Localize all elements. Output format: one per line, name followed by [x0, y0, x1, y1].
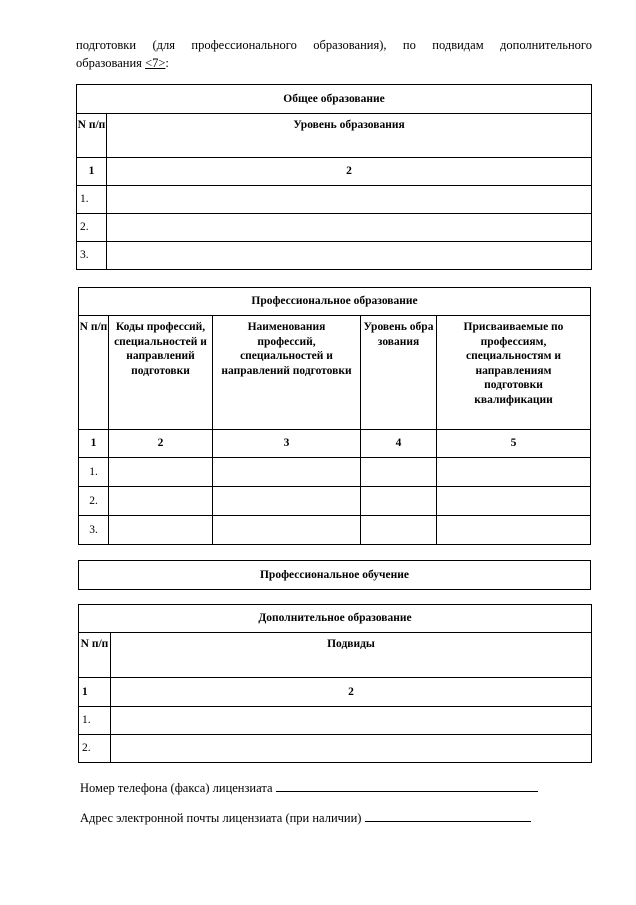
qualification-cell[interactable] [437, 487, 591, 516]
professional-education-title: Профессиональное образование [79, 288, 591, 316]
level-cell[interactable] [107, 214, 592, 242]
index-cell: 1 [77, 158, 107, 186]
col-header-num: N п/п [79, 633, 111, 678]
qualification-cell[interactable] [437, 516, 591, 545]
subtype-cell[interactable] [111, 707, 592, 735]
col-header-names: Наименования профессий, специальностей и направлений подготовки [213, 316, 361, 430]
level-cell[interactable] [361, 516, 437, 545]
index-cell: 3 [213, 430, 361, 458]
email-label: Адрес электронной почты лицензиата (при наличии) [80, 811, 362, 825]
intro-line-2-suffix: : [165, 56, 169, 70]
index-cell: 2 [111, 678, 592, 707]
index-cell: 4 [361, 430, 437, 458]
additional-education-table [78, 604, 592, 763]
general-education-table [76, 84, 592, 270]
codes-cell[interactable] [109, 516, 213, 545]
intro-line-2-prefix: образования [76, 56, 146, 70]
additional-education-title: Дополнительное образование [79, 605, 592, 633]
professional-training-title: Профессиональное обучение [79, 561, 591, 590]
index-cell: 5 [437, 430, 591, 458]
qualification-cell[interactable] [437, 458, 591, 487]
general-education-title: Общее образование [77, 85, 592, 114]
row-number: 2. [79, 735, 111, 763]
names-cell[interactable] [213, 487, 361, 516]
level-cell[interactable] [361, 487, 437, 516]
names-cell[interactable] [213, 458, 361, 487]
names-cell[interactable] [213, 516, 361, 545]
subtype-cell[interactable] [111, 735, 592, 763]
professional-training-table [78, 560, 591, 590]
intro-paragraph [76, 36, 592, 72]
phone-label: Номер телефона (факса) лицензиата [80, 781, 273, 795]
col-header-level: Уровень образования [361, 316, 437, 430]
professional-education-table [78, 287, 591, 545]
footnote-link[interactable]: <7> [145, 56, 166, 70]
row-number: 3. [77, 242, 107, 270]
col-header-num: N п/п [77, 114, 107, 158]
level-cell[interactable] [107, 186, 592, 214]
col-header-qualification: Присваиваемые по профессиям, специальностям и направлениям подготовки квалификации [437, 316, 591, 430]
row-number: 1. [77, 186, 107, 214]
phone-line [80, 779, 538, 796]
row-number: 2. [79, 487, 109, 516]
intro-line-1: подготовки (для профессионального образования), по подвидам дополнительного [76, 38, 592, 52]
row-number: 3. [79, 516, 109, 545]
col-header-codes: Коды профессий, специальностей и направлений подготовки [109, 316, 213, 430]
row-number: 1. [79, 707, 111, 735]
level-cell[interactable] [361, 458, 437, 487]
col-header-level: Уровень образования [107, 114, 592, 158]
email-line [80, 809, 531, 826]
level-cell[interactable] [107, 242, 592, 270]
col-header-num: N п/п [79, 316, 109, 430]
index-cell: 2 [109, 430, 213, 458]
row-number: 1. [79, 458, 109, 487]
codes-cell[interactable] [109, 487, 213, 516]
index-cell: 1 [79, 430, 109, 458]
index-cell: 1 [79, 678, 111, 707]
phone-input[interactable] [276, 779, 538, 792]
email-input[interactable] [365, 809, 531, 822]
row-number: 2. [77, 214, 107, 242]
col-header-subtypes: Подвиды [111, 633, 592, 678]
codes-cell[interactable] [109, 458, 213, 487]
index-cell: 2 [107, 158, 592, 186]
